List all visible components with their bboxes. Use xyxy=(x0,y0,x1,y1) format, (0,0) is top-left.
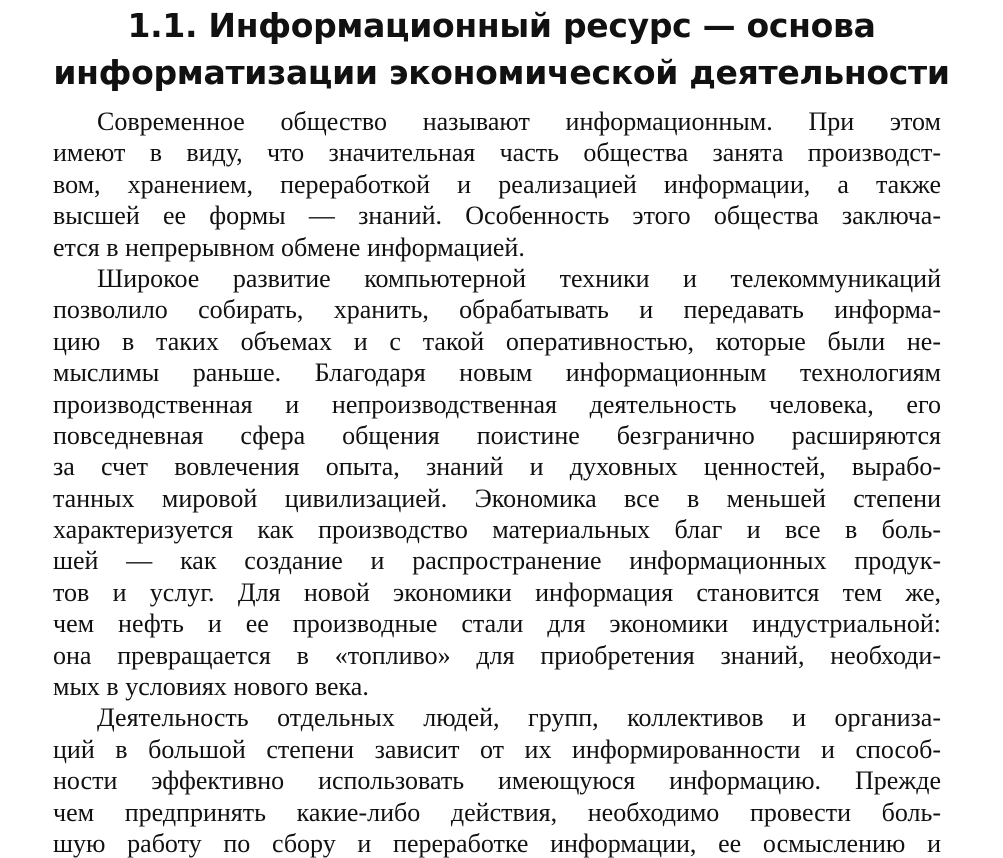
text-line: ций в большой степени зависит от их информированности и способ- xyxy=(53,734,941,764)
text-line: чем нефть и ее производные стали для экономики индустриальной: xyxy=(53,609,941,639)
text-line: ется в непрерывном обмене информацией. xyxy=(53,232,525,262)
text-line: Современное общество называют информационным. При этом xyxy=(97,107,941,136)
text-line: повседневная сфера общения поистине безгранично расширяются xyxy=(53,420,941,450)
text-line: тов и услуг. Для новой экономики информация становится тем же, xyxy=(53,577,941,607)
text-line: мыслимы раньше. Благодаря новым информационным технологиям xyxy=(53,358,941,388)
paragraph-1 xyxy=(53,106,941,263)
paragraph-3 xyxy=(53,702,941,858)
text-line: имеют в виду, что значительная часть общества занята производст- xyxy=(53,138,941,168)
body-text xyxy=(53,106,941,858)
text-line: мых в условиях нового века. xyxy=(53,672,369,702)
paragraph-2 xyxy=(53,263,941,702)
text-line: характеризуется как производство материальных благ и все в боль- xyxy=(53,515,941,545)
heading-line-1: 1.1. Информационный ресурс — основа xyxy=(127,6,876,45)
text-line: цию в таких объемах и с такой оперативностью, которые были не- xyxy=(53,326,941,356)
text-line: Широкое развитие компьютерной техники и телекоммуникаций xyxy=(97,263,941,293)
text-line: за счет вовлечения опыта, знаний и духовных ценностей, вырабо- xyxy=(53,452,941,482)
heading-line-2: информатизации экономической деятельности xyxy=(53,53,950,92)
text-line: вом, хранением, переработкой и реализацией информации, а также xyxy=(53,169,941,199)
text-line: чем предпринять какие-либо действия, необходимо провести боль- xyxy=(53,797,941,827)
text-line: Деятельность отдельных людей, групп, коллективов и организа- xyxy=(97,703,941,733)
text-line: позволило собирать, хранить, обрабатывать и передавать информа- xyxy=(53,295,941,325)
text-line: шей — как создание и распространение информационных продук- xyxy=(53,546,941,576)
text-line: она превращается в «топливо» для приобретения знаний, необходи- xyxy=(53,640,941,670)
text-line: танных мировой цивилизацией. Экономика все в меньшей степени xyxy=(53,483,941,513)
text-line: ности эффективно использовать имеющуюся информацию. Прежде xyxy=(53,766,941,796)
text-line: производственная и непроизводственная деятельность человека, его xyxy=(53,389,941,419)
text-line: высшей ее формы — знаний. Особенность этого общества заключа- xyxy=(53,201,941,231)
section-heading xyxy=(40,2,963,96)
text-line: шую работу по сбору и переработке информации, ее осмыслению и xyxy=(53,828,941,858)
